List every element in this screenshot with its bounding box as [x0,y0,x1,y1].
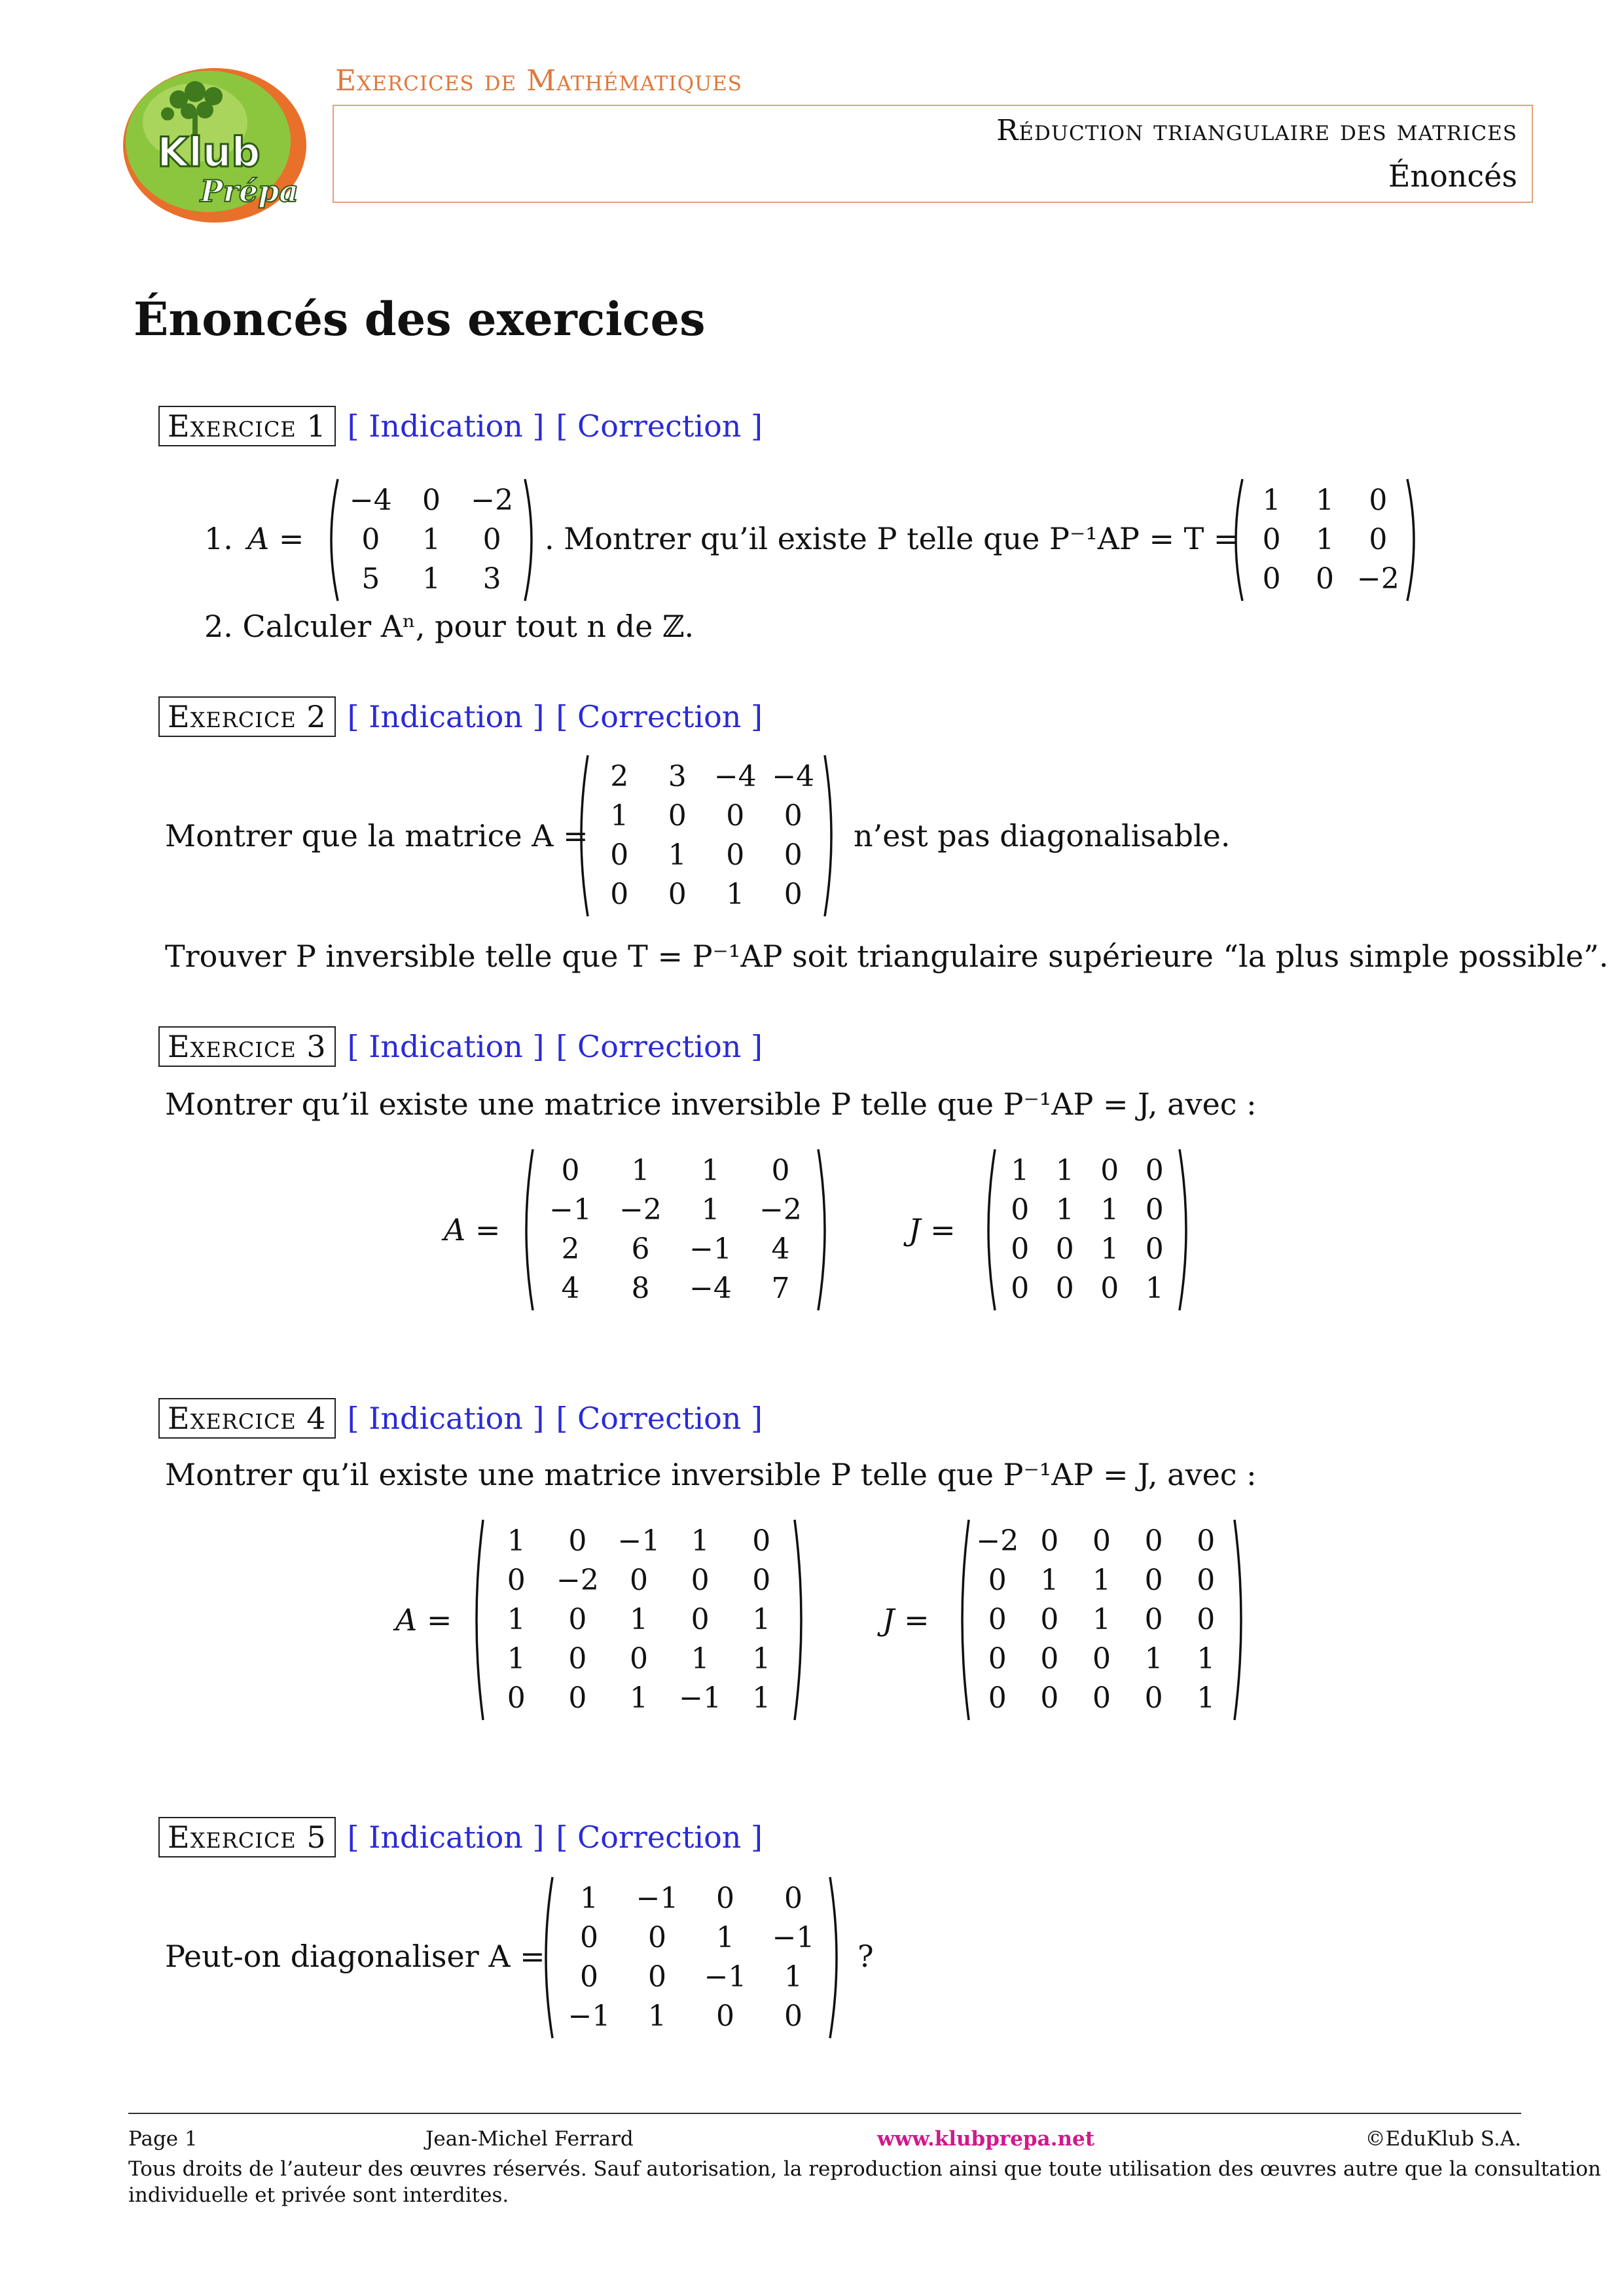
matrix-cell: 0 [1262,523,1281,556]
ex3-text: Montrer qu’il existe une matrice inversible P telle que P⁻¹AP = J, avec : [165,1086,1257,1122]
matrix-cell: 1 [629,1681,648,1715]
matrix-cell: −2 [759,1193,802,1227]
matrix-cell: 0 [784,878,803,911]
matrix-grid [998,1151,1177,1308]
matrix-cell: 0 [568,1681,587,1715]
matrix-paren-left [518,1148,535,1312]
matrix-paren-left [538,1876,555,2039]
matrix-cell: 0 [1197,1524,1216,1558]
matrix-cell: 0 [726,799,745,833]
matrix-cell: 0 [691,1564,710,1597]
footer-copyright: ©EduKlub S.A. [1365,2127,1521,2151]
matrix-cell: 1 [716,1921,734,1954]
matrix-cell: 0 [784,2000,803,2033]
matrix-cell: 1 [1092,1564,1111,1597]
matrix-cell: 1 [752,1642,771,1676]
matrix-cell: 0 [1100,1154,1119,1187]
matrix-cell: 0 [507,1564,526,1597]
exercise-5-label: Exercice 5 [158,1817,336,1857]
matrix-cell: 6 [631,1232,650,1266]
footer-rights-line2: individuelle et privée sont interdites. [128,2183,509,2207]
ex4-matrix-a [469,1518,809,1721]
matrix-cell: 0 [716,1882,734,1915]
ex5-text-after: ? [857,1939,874,1974]
matrix-cell: 1 [648,2000,666,2033]
matrix-cell: −1 [617,1524,660,1558]
matrix-cell: 0 [1145,1154,1164,1187]
matrix-cell: −4 [772,760,815,793]
matrix-cell: 0 [648,1960,666,1994]
matrix-cell: 0 [1092,1681,1111,1715]
matrix-cell: 0 [568,1642,587,1676]
matrix-cell: 0 [1040,1642,1059,1676]
matrix-cell: 0 [568,1524,587,1558]
exercise-3-label: Exercice 3 [158,1026,336,1067]
exercise-4-indication-link[interactable]: [ Indication ] [347,1401,545,1436]
exercise-5-correction-link[interactable]: [ Correction ] [556,1820,763,1855]
matrix-cell: 0 [1011,1232,1030,1266]
matrix-cell: 0 [784,799,803,833]
ex2-text2: Trouver P inversible telle que T = P⁻¹AP soit triangulaire supérieure “la plus simple possible”. [165,939,1609,974]
matrix-cell: 4 [561,1272,580,1305]
matrix-cell: 0 [629,1564,648,1597]
header-box [333,105,1533,203]
matrix-cell: 1 [1315,484,1334,517]
matrix-cell: 1 [422,523,441,556]
matrix-cell: 1 [1100,1232,1119,1266]
ex5-text-before: Peut-on diagonaliser A = [165,1939,545,1974]
ex4-matrix-j [954,1518,1249,1721]
matrix-grid [486,1522,792,1718]
matrix-cell: 8 [631,1272,650,1305]
matrix-cell: 0 [648,1921,666,1954]
ex5-matrix-a [538,1876,844,2039]
exercise-4-correction-link[interactable]: [ Correction ] [556,1401,763,1436]
matrix-cell: −1 [549,1193,592,1227]
matrix-cell: −1 [772,1921,815,1954]
svg-text:Prépa [199,173,298,209]
logo-text-prepa: Prépa [200,173,299,209]
matrix-paren-left [323,478,340,602]
matrix-cell: 1 [691,1524,710,1558]
matrix-cell: 0 [1011,1193,1030,1227]
matrix-cell: −4 [689,1272,732,1305]
footer-divider [128,2113,1521,2114]
matrix-cell: 1 [691,1642,710,1676]
matrix-cell: −1 [689,1232,732,1266]
matrix-cell: 0 [1369,523,1388,556]
matrix-grid [340,481,522,599]
matrix-cell: 0 [771,1154,790,1187]
matrix-cell: 0 [1040,1524,1059,1558]
svg-text:Klub [157,128,261,176]
matrix-cell: 0 [1092,1642,1111,1676]
matrix-cell: 2 [610,760,629,793]
matrix-cell: 0 [580,1960,598,1994]
matrix-cell: 0 [482,523,501,556]
matrix-cell: 1 [1011,1154,1030,1187]
matrix-cell: 3 [482,562,501,596]
matrix-cell: 0 [1315,562,1334,596]
matrix-cell: 0 [568,1603,587,1636]
matrix-cell: 0 [1145,1193,1164,1227]
matrix-paren-left [981,1148,998,1312]
matrix-cell: 0 [1100,1272,1119,1305]
matrix-cell: −2 [1356,562,1399,596]
section-title: Énoncés [1388,158,1517,194]
matrix-cell: −1 [568,2000,611,2033]
matrix-cell: 0 [726,838,745,872]
matrix-cell: 5 [361,562,380,596]
footer-site-link[interactable]: www.klubprepa.net [877,2127,1095,2151]
matrix-cell: 1 [784,1960,803,1994]
ex1-matrix-a [323,478,539,602]
matrix-cell: 0 [1369,484,1388,517]
matrix-cell: 1 [668,838,687,872]
matrix-cell: 1 [1144,1642,1163,1676]
matrix-cell: −4 [349,484,392,517]
ex2-text-after: n’est pas diagonalisable. [854,818,1231,853]
matrix-cell: 0 [668,878,687,911]
matrix-cell: −4 [713,760,757,793]
matrix-cell: 0 [1197,1564,1216,1597]
matrix-cell: −2 [619,1193,662,1227]
matrix-cell: 0 [1144,1564,1163,1597]
matrix-cell: 0 [752,1524,771,1558]
matrix-cell: −1 [636,1882,679,1915]
matrix-cell: 0 [988,1603,1007,1636]
exercise-5-indication-link[interactable]: [ Indication ] [347,1820,545,1855]
matrix-paren-left [1228,478,1245,602]
matrix-cell: 1 [1315,523,1334,556]
matrix-cell: 0 [1055,1272,1074,1305]
exercise-2-indication-link[interactable]: [ Indication ] [347,699,545,734]
matrix-cell: 0 [1092,1524,1111,1558]
matrix-cell: 1 [610,799,629,833]
matrix-cell: 0 [691,1603,710,1636]
matrix-cell: −2 [556,1564,599,1597]
matrix-cell: 0 [422,484,441,517]
ex2-text-before: Montrer que la matrice A = [165,818,588,853]
ex1-a-eq: A = [247,521,304,556]
matrix-cell: 1 [1197,1642,1216,1676]
ex3-a-eq: A = [444,1212,501,1247]
matrix-paren-right [522,478,539,602]
matrix-paren-right [1177,1148,1194,1312]
exercise-1-indication-link[interactable]: [ Indication ] [347,408,545,444]
ex4-j-eq: J = [882,1602,929,1638]
ex3-matrix-a [518,1148,833,1312]
matrix-cell: 0 [784,838,803,872]
matrix-cell: 1 [1040,1564,1059,1597]
matrix-cell: 1 [580,1882,598,1915]
exercise-4-label: Exercice 4 [158,1398,336,1439]
matrix-paren-left [573,754,590,918]
matrix-cell: −2 [471,484,514,517]
matrix-cell: 0 [1262,562,1281,596]
matrix-cell: 0 [361,523,380,556]
ex1-q2-text: 2. Calculer Aⁿ, pour tout n de ℤ. [204,609,695,644]
matrix-cell: 7 [771,1272,790,1305]
matrix-cell: 0 [1144,1681,1163,1715]
ex3-j-eq: J = [909,1212,956,1247]
footer-page: Page 1 [128,2127,198,2151]
matrix-cell: 1 [1262,484,1281,517]
matrix-cell: 0 [988,1681,1007,1715]
matrix-cell: 1 [422,562,441,596]
series-title: Exercices de Mathématiques [335,64,743,98]
page-title: Énoncés des exercices [134,292,706,346]
matrix-paren-right [1405,478,1422,602]
matrix-cell: 0 [988,1642,1007,1676]
exercise-3-indication-link[interactable]: [ Indication ] [347,1029,545,1064]
matrix-cell: 0 [988,1564,1007,1597]
ex1-matrix-t [1228,478,1422,602]
matrix-grid [555,1879,827,2036]
matrix-paren-left [469,1518,486,1721]
exercise-4-header [158,1398,763,1439]
exercise-1-correction-link[interactable]: [ Correction ] [556,408,763,444]
matrix-cell: 0 [1011,1272,1030,1305]
matrix-cell: 1 [629,1603,648,1636]
matrix-paren-right [816,1148,833,1312]
matrix-cell: 0 [1145,1232,1164,1266]
matrix-cell: 1 [507,1603,526,1636]
matrix-cell: 2 [561,1232,580,1266]
ex1-q1-text: . Montrer qu’il existe P telle que P⁻¹AP = T = [545,521,1239,556]
matrix-cell: 1 [752,1681,771,1715]
matrix-paren-right [792,1518,809,1721]
matrix-cell: 0 [716,2000,734,2033]
matrix-cell: −1 [704,1960,747,1994]
matrix-cell: 0 [1055,1232,1074,1266]
exercise-1-header [158,406,763,446]
matrix-cell: 0 [1144,1603,1163,1636]
ex3-matrix-j [981,1148,1194,1312]
matrix-paren-left [954,1518,971,1721]
matrix-cell: −1 [679,1681,722,1715]
matrix-paren-right [1232,1518,1249,1721]
exercise-3-header [158,1026,763,1067]
matrix-cell: 1 [631,1154,650,1187]
ex1-q1-prefix: 1. [204,521,233,556]
klubprepa-logo [117,60,313,225]
matrix-cell: 1 [701,1154,720,1187]
footer-author: Jean-Michel Ferrard [425,2127,634,2151]
matrix-cell: 1 [1197,1681,1216,1715]
matrix-cell: 1 [752,1603,771,1636]
matrix-cell: 0 [1144,1524,1163,1558]
matrix-cell: 0 [668,799,687,833]
matrix-grid [535,1151,816,1308]
exercise-5-header [158,1817,763,1857]
exercise-2-label: Exercice 2 [158,696,336,737]
exercise-2-header [158,696,763,737]
matrix-cell: 0 [784,1882,803,1915]
matrix-cell: 1 [1055,1193,1074,1227]
matrix-cell: 0 [629,1642,648,1676]
topic-title: Réduction triangulaire des matrices [996,114,1517,147]
matrix-cell: 0 [580,1921,598,1954]
exercise-2-correction-link[interactable]: [ Correction ] [556,699,763,734]
logo-text-klub: Klub [157,128,261,176]
matrix-cell: 1 [726,878,745,911]
matrix-cell: 1 [701,1193,720,1227]
matrix-cell: 0 [1040,1681,1059,1715]
matrix-grid [1245,481,1405,599]
exercise-1-label: Exercice 1 [158,406,336,446]
matrix-cell: 4 [771,1232,790,1266]
matrix-cell: −2 [976,1524,1019,1558]
matrix-cell: 1 [507,1524,526,1558]
matrix-cell: 1 [1145,1272,1164,1305]
matrix-cell: 0 [561,1154,580,1187]
ex4-text: Montrer qu’il existe une matrice inversible P telle que P⁻¹AP = J, avec : [165,1457,1257,1492]
exercise-3-correction-link[interactable]: [ Correction ] [556,1029,763,1064]
matrix-cell: 1 [1055,1154,1074,1187]
matrix-paren-right [827,1876,844,2039]
matrix-cell: 1 [1092,1603,1111,1636]
ex2-matrix-a [573,754,839,918]
matrix-grid [971,1522,1232,1718]
matrix-cell: 0 [1197,1603,1216,1636]
matrix-cell: 0 [507,1681,526,1715]
matrix-cell: 1 [507,1642,526,1676]
matrix-cell: 0 [610,878,629,911]
matrix-paren-right [822,754,839,918]
matrix-cell: 1 [1100,1193,1119,1227]
matrix-cell: 0 [610,838,629,872]
matrix-cell: 0 [752,1564,771,1597]
matrix-grid [590,757,822,914]
matrix-cell: 0 [1040,1603,1059,1636]
matrix-cell: 3 [668,760,687,793]
ex4-a-eq: A = [395,1602,452,1638]
footer-rights-line1: Tous droits de l’auteur des œuvres réservés. Sauf autorisation, la reproduction ainsi que toute utilisation des œuvres autre que la consultation [128,2157,1601,2181]
